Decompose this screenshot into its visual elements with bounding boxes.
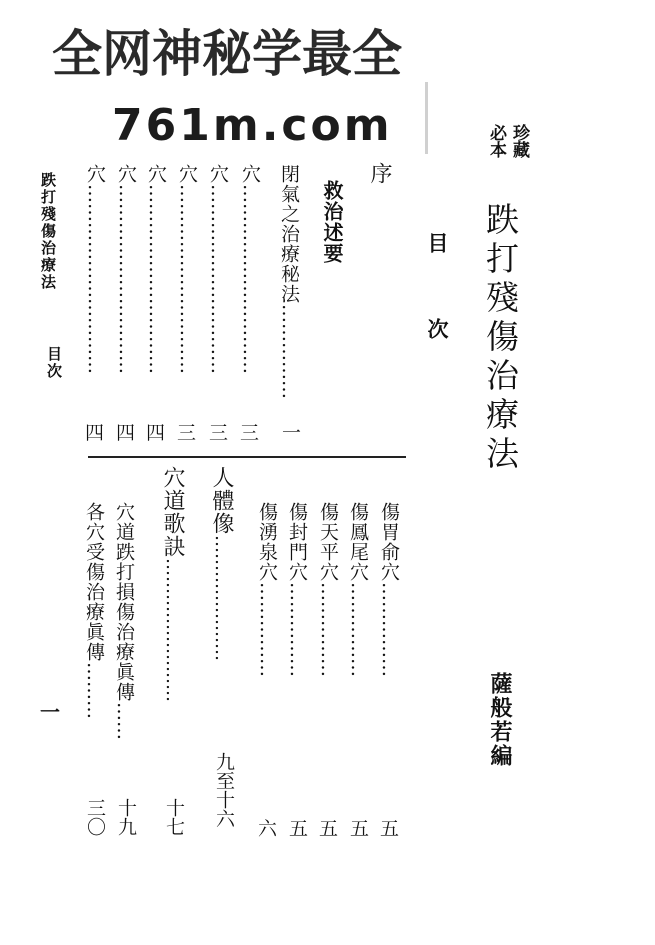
- running-head-title: 跌打殘傷治療法: [39, 172, 57, 291]
- section-divider: [88, 456, 406, 458]
- toc-entry: 傷封門穴……………: [286, 502, 308, 677]
- toc-page-number: 四: [146, 422, 166, 444]
- collection-sub: 必本: [486, 124, 506, 158]
- contents-heading-a: 目: [425, 232, 449, 253]
- watermark-divider: [425, 82, 428, 154]
- watermark-line1: 全网神秘学最全: [52, 25, 402, 83]
- toc-entry: 人體像…………………: [209, 466, 234, 661]
- toc-entry: 各穴受傷治療眞傳………: [83, 502, 105, 719]
- book-author: 薩般若編: [487, 672, 512, 768]
- toc-page-number: 三〇: [84, 798, 106, 836]
- toc-entry: 穴道跌打損傷治療眞傳……: [113, 502, 135, 740]
- toc-page-number: 五: [380, 818, 400, 840]
- toc-entry: 穴…………………………: [176, 164, 198, 374]
- toc-entry: 傷湧泉穴……………: [256, 502, 278, 677]
- toc-entry: 傷胃俞穴……………: [378, 502, 400, 677]
- toc-page-number: 九至十六: [213, 752, 235, 828]
- toc-entry: 穴…………………………: [207, 164, 229, 374]
- toc-entry: 傷天平穴……………: [317, 502, 339, 677]
- section-heading: 救治述要: [320, 180, 344, 264]
- toc-page-number: 五: [350, 818, 370, 840]
- page-number: 一: [40, 700, 60, 724]
- book-title: 跌打殘傷治療法: [481, 202, 520, 475]
- toc-page-number: 四: [116, 422, 136, 444]
- toc-entry: 穴…………………………: [84, 164, 106, 374]
- toc-page-number: 十九: [115, 798, 137, 836]
- toc-page-number: 三: [209, 422, 229, 444]
- toc-entry: 穴…………………………: [145, 164, 167, 374]
- toc-page-number: 十七: [163, 798, 185, 836]
- toc-entry: 傷鳳尾穴……………: [347, 502, 369, 677]
- collection-mark: 珍藏: [509, 124, 529, 158]
- toc-page-number: 一: [282, 422, 302, 444]
- toc-page-number: 六: [258, 818, 278, 840]
- contents-heading-b: 次: [425, 318, 449, 339]
- toc-entry: 穴…………………………: [115, 164, 137, 374]
- running-head-label: 目次: [45, 346, 63, 380]
- toc-page-number: 三: [177, 422, 197, 444]
- toc-page-number: 五: [289, 818, 309, 840]
- preface-entry: 序: [367, 162, 392, 185]
- toc-entry: 閉氣之治療秘法……………: [278, 164, 300, 399]
- toc-entry: 穴…………………………: [239, 164, 261, 374]
- toc-entry: 穴道歌訣……………………: [160, 466, 185, 702]
- toc-page-number: 四: [85, 422, 105, 444]
- watermark-line2: 761m.com: [112, 100, 393, 151]
- toc-page-number: 五: [319, 818, 339, 840]
- toc-page-number: 三: [240, 422, 260, 444]
